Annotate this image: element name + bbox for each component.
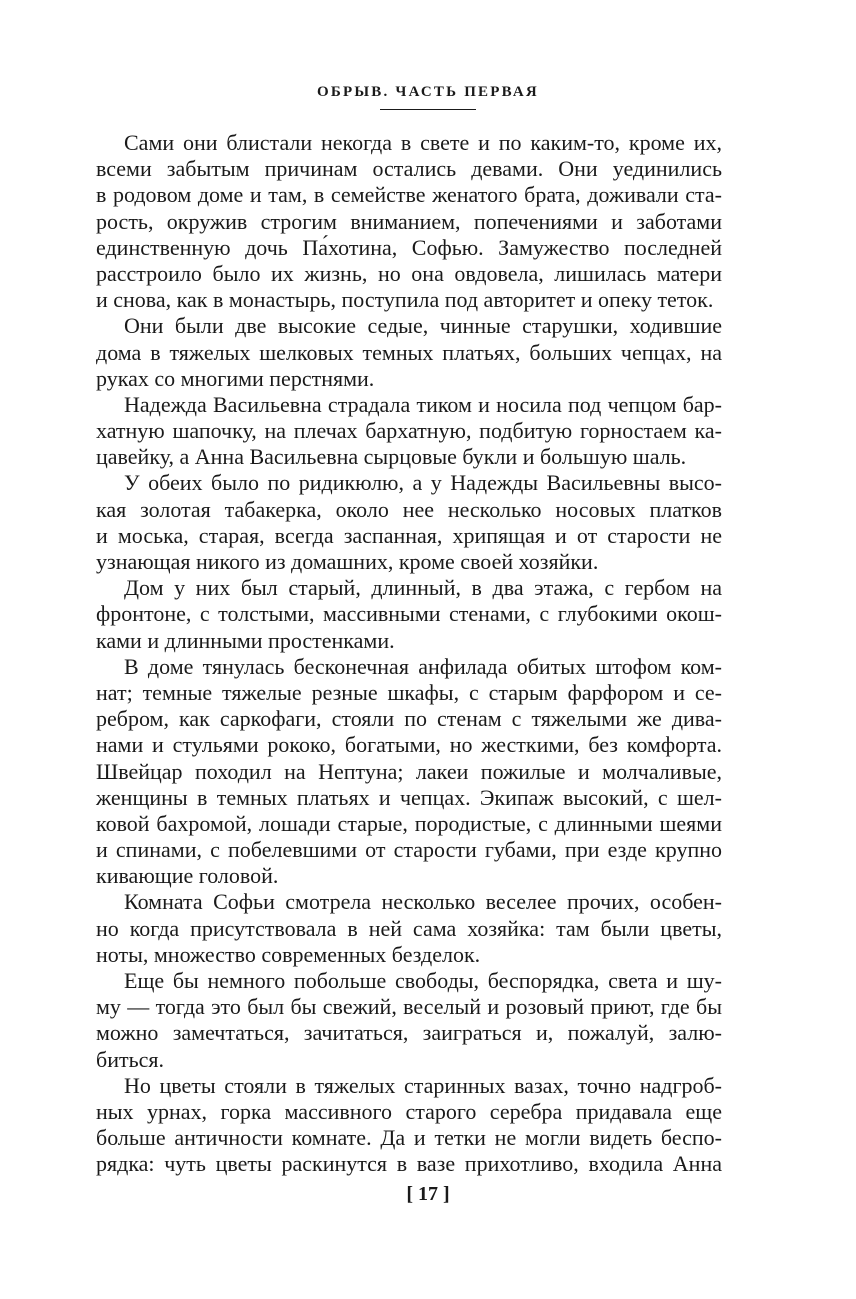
body-text: [96, 130, 722, 1178]
text-line: нат; темные тяжелые резные шкафы, с старым фарфором и се-: [96, 679, 722, 705]
text-line: Сами они блистали некогда в свете и по каким-то, кроме их,: [124, 130, 722, 155]
text-line: дома в тяжелых шелковых темных платьях, больших чепцах, на: [96, 339, 722, 365]
text-line: руках со многими перстнями.: [96, 365, 375, 391]
text-line: ковой бахромой, лошади старые, породистые, с длинными шеями: [96, 810, 722, 836]
text-line: фронтоне, с толстыми, массивными стенами, с глубокими окош-: [96, 601, 722, 627]
text-line: кая золотая табакерка, около нее несколько носовых платков: [96, 496, 722, 522]
text-line: му — тогда это был бы свежий, веселый и розовый приют, где бы: [96, 994, 722, 1020]
text-line: всеми забытым причинам остались девами. Они уединились: [96, 156, 722, 182]
text-line: Они были две высокие седые, чинные старушки, ходившие: [124, 313, 722, 339]
text-line: Дом у них был старый, длинный, в два этажа, с гербом на: [124, 575, 722, 601]
text-line: Швейцар походил на Нептуна; лакеи пожилые и молчаливые,: [96, 758, 722, 784]
text-line: единственную дочь Па́хотина, Софью. Замужество последней: [96, 234, 722, 260]
text-line: и снова, как в монастырь, поступила под авторитет и опеку теток.: [96, 287, 714, 313]
text-line: Еще бы немного побольше свободы, беспорядка, света и шу-: [124, 968, 722, 993]
text-line: нами и стульями рококо, богатыми, но жесткими, без комфорта.: [96, 732, 722, 758]
text-line: Комната Софьи смотрела несколько веселее прочих, особен-: [124, 889, 722, 915]
text-line: ных урнах, горка массивного старого серебра придавала еще: [96, 1098, 722, 1124]
text-line: ноты, множество современных безделок.: [96, 941, 481, 967]
text-line: хатную шапочку, на плечах бархатную, подбитую горностаем ка-: [96, 418, 722, 444]
text-line: узнающая никого из домашних, кроме своей хозяйки.: [96, 549, 599, 574]
text-line: биться.: [96, 1046, 164, 1072]
text-line: но когда присутствовала в ней сама хозяйка: там были цветы,: [96, 915, 722, 941]
text-line: в родовом доме и там, в семействе женатого брата, доживали ста-: [96, 182, 722, 208]
text-line: ребром, как саркофаги, стояли по стенам с тяжелыми же дива-: [96, 706, 722, 732]
page-number: [ 17 ]: [406, 1183, 450, 1205]
running-title: ОБРЫВ. ЧАСТЬ ПЕРВАЯ: [317, 84, 539, 100]
text-line: У обеих было по ридикюлю, а у Надежды Васильевны высо-: [124, 470, 722, 496]
text-line: В доме тянулась бесконечная анфилада обитых штофом ком-: [124, 653, 722, 679]
text-line: и моська, старая, всегда заспанная, хрипящая и от старости не: [96, 522, 722, 548]
header-rule: [380, 109, 476, 110]
text-line: кивающие головой.: [96, 863, 279, 889]
text-line: расстроило было их жизнь, но она овдовела, лишилась матери: [96, 260, 722, 286]
text-line: и спинами, с побелевшими от старости губами, при езде крупно: [96, 837, 722, 863]
text-line: рость, окружив строгим вниманием, попечениями и заботами: [96, 208, 722, 234]
text-line: цавейку, а Анна Васильевна сырцовые букли и большую шаль.: [96, 444, 687, 470]
text-line: больше античности комнате. Да и тетки не могли видеть беспо-: [96, 1125, 722, 1151]
text-line: рядка: чуть цветы раскинутся в вазе прихотливо, входила Анна: [96, 1151, 722, 1177]
text-line: женщины в темных платьях и чепцах. Экипаж высокий, с шел-: [96, 784, 722, 810]
text-line: ками и длинными простенками.: [96, 627, 395, 653]
text-line: Но цветы стояли в тяжелых старинных вазах, точно надгроб-: [124, 1072, 722, 1098]
text-line: Надежда Васильевна страдала тиком и носила под чепцом бар-: [124, 391, 722, 417]
text-line: можно замечтаться, зачитаться, заиграться и, пожалуй, залю-: [96, 1020, 722, 1046]
